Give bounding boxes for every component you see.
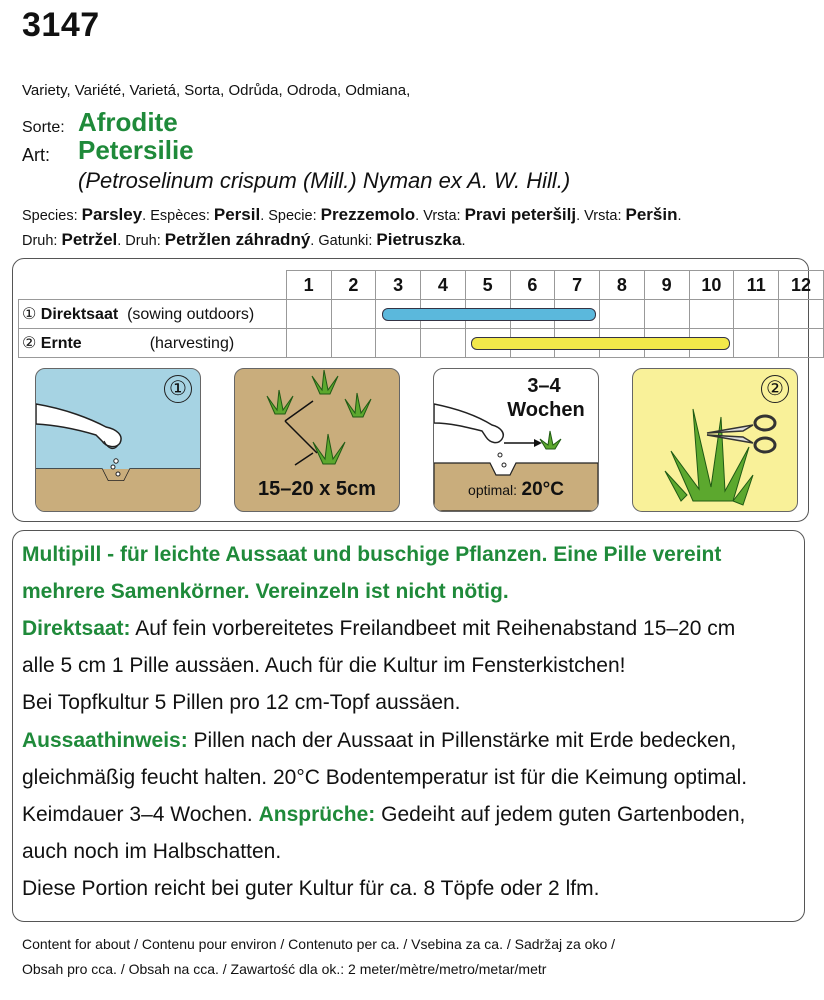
description-line-10: Diese Portion reicht bei guter Kultur für ca. 8 Töpfe oder 2 lfm. bbox=[22, 877, 600, 900]
harvest-illustration bbox=[632, 368, 798, 512]
description-line-7: gleichmäßig feucht halten. 20°C Bodentemperatur ist für die Keimung optimal. bbox=[22, 766, 748, 789]
month-4: 4 bbox=[421, 271, 466, 300]
description-line-6: Aussaathinweis: Pillen nach der Aussaat in Pillenstärke mit Erde bedecken, bbox=[22, 729, 737, 752]
footer-line-2: Obsah pro cca. / Obsah na cca. / Zawartość dla ok.: 2 meter/mètre/metro/metar/metr bbox=[22, 961, 547, 977]
sorte-value: Afrodite bbox=[78, 107, 178, 137]
latin-name: (Petroselinum crispum (Mill.) Nyman ex A. W. Hill.) bbox=[78, 168, 571, 193]
sowing-period-bar bbox=[382, 308, 596, 321]
month-10: 10 bbox=[689, 271, 734, 300]
description-line-9: auch noch im Halbschatten. bbox=[22, 840, 282, 863]
harvest-row-label: ② Ernte (harvesting) bbox=[19, 329, 287, 358]
month-2: 2 bbox=[331, 271, 376, 300]
art-value: Petersilie bbox=[78, 135, 194, 165]
optimal-temperature: optimal: 20°C bbox=[468, 479, 564, 500]
description-line-4: alle 5 cm 1 Pille aussäen. Auch für die Kultur im Fensterkistchen! bbox=[22, 654, 626, 677]
sorte-label: Sorte: bbox=[22, 119, 65, 136]
month-1: 1 bbox=[286, 271, 331, 300]
sowing-illustration bbox=[35, 368, 201, 512]
month-3: 3 bbox=[376, 271, 421, 300]
description-line-5: Bei Topfkultur 5 Pillen pro 12 cm-Topf aussäen. bbox=[22, 691, 461, 714]
druh-line: Druh: Petržel. Druh: Petržlen záhradný. Gatunki: Pietruszka. bbox=[22, 230, 466, 249]
weeks-label: Wochen bbox=[507, 399, 585, 421]
species-line: Species: Parsley. Espèces: Persil. Specie: Prezzemolo. Vrsta: Pravi peteršilj. Vrsta: Peršin. bbox=[22, 205, 682, 224]
month-6: 6 bbox=[510, 271, 555, 300]
description-line-1: Multipill - für leichte Aussaat und buschige Pflanzen. Eine Pille vereint bbox=[22, 543, 722, 566]
month-12: 12 bbox=[779, 271, 824, 300]
description-line-2: mehrere Samenkörner. Vereinzeln ist nicht nötig. bbox=[22, 580, 509, 603]
month-8: 8 bbox=[600, 271, 645, 300]
calendar-corner bbox=[19, 271, 287, 300]
art-label: Art: bbox=[22, 145, 51, 165]
germination-illustration bbox=[433, 368, 599, 512]
step-number-1: ① bbox=[164, 375, 192, 403]
spacing-label: 15–20 x 5cm bbox=[258, 478, 376, 500]
step-number-2: ② bbox=[761, 375, 789, 403]
harvest-period-bar bbox=[471, 337, 730, 350]
variety-line: Variety, Variété, Varietá, Sorta, Odrůda, Odroda, Odmiana, bbox=[22, 82, 411, 99]
calendar-header-row bbox=[19, 271, 824, 300]
month-11: 11 bbox=[734, 271, 779, 300]
weeks-number: 3–4 bbox=[527, 375, 561, 397]
product-code: 3147 bbox=[22, 6, 100, 44]
sowing-row-label: ① Direktsaat (sowing outdoors) bbox=[19, 300, 287, 329]
month-7: 7 bbox=[555, 271, 600, 300]
description-line-3: Direktsaat: Auf fein vorbereitetes Freilandbeet mit Reihenabstand 15–20 cm bbox=[22, 617, 736, 640]
month-9: 9 bbox=[644, 271, 689, 300]
spacing-illustration bbox=[234, 368, 400, 512]
description-line-8: Keimdauer 3–4 Wochen. Ansprüche: Gedeiht auf jedem guten Gartenboden, bbox=[22, 803, 746, 826]
footer-line-1: Content for about / Contenu pour environ / Contenuto per ca. / Vsebina za ca. / Sadržaj za oko / bbox=[22, 936, 616, 952]
month-5: 5 bbox=[465, 271, 510, 300]
